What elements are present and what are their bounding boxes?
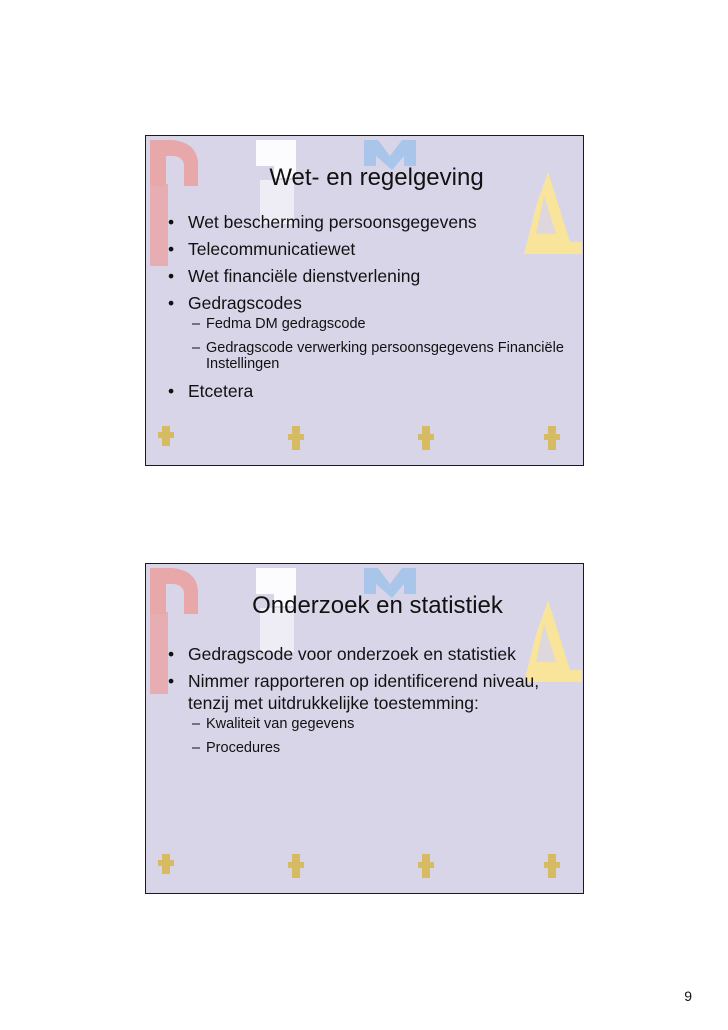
slide-wet-en-regelgeving	[145, 135, 584, 466]
bullet-text: Gedragscodes	[188, 293, 302, 313]
slide-title: Wet- en regelgeving	[269, 164, 484, 191]
bullet-list	[146, 643, 566, 764]
bullet-item: • Telecommunicatiewet	[146, 238, 566, 260]
bullet-item-nimmer	[146, 670, 566, 756]
sub-bullet-list	[192, 316, 566, 372]
bullet-item-gedragscodes	[146, 292, 566, 372]
sub-bullet-item: – Gedragscode verwerking persoonsgegevens Financiële Instellingen	[192, 340, 566, 372]
bullet-text: Nimmer rapporteren op identificerend niveau, tenzij met uitdrukkelijke toestemming:	[188, 671, 540, 713]
sub-bullet-list	[192, 716, 566, 756]
bullet-item: • Wet financiële dienstverlening	[146, 265, 566, 287]
sub-bullet-item: – Kwaliteit van gegevens	[192, 716, 566, 732]
sub-bullet-item: – Procedures	[192, 740, 566, 756]
bullet-item: • Etcetera	[146, 380, 566, 402]
slide-title: Onderzoek en statistiek	[252, 592, 503, 619]
sub-bullet-item: – Fedma DM gedragscode	[192, 316, 566, 332]
bullet-item: • Wet bescherming persoonsgegevens	[146, 211, 566, 233]
page-number: 9	[684, 988, 692, 1004]
slide-onderzoek-en-statistiek	[145, 563, 584, 894]
bullet-item: • Gedragscode voor onderzoek en statistiek	[146, 643, 566, 665]
bullet-list	[146, 211, 566, 407]
